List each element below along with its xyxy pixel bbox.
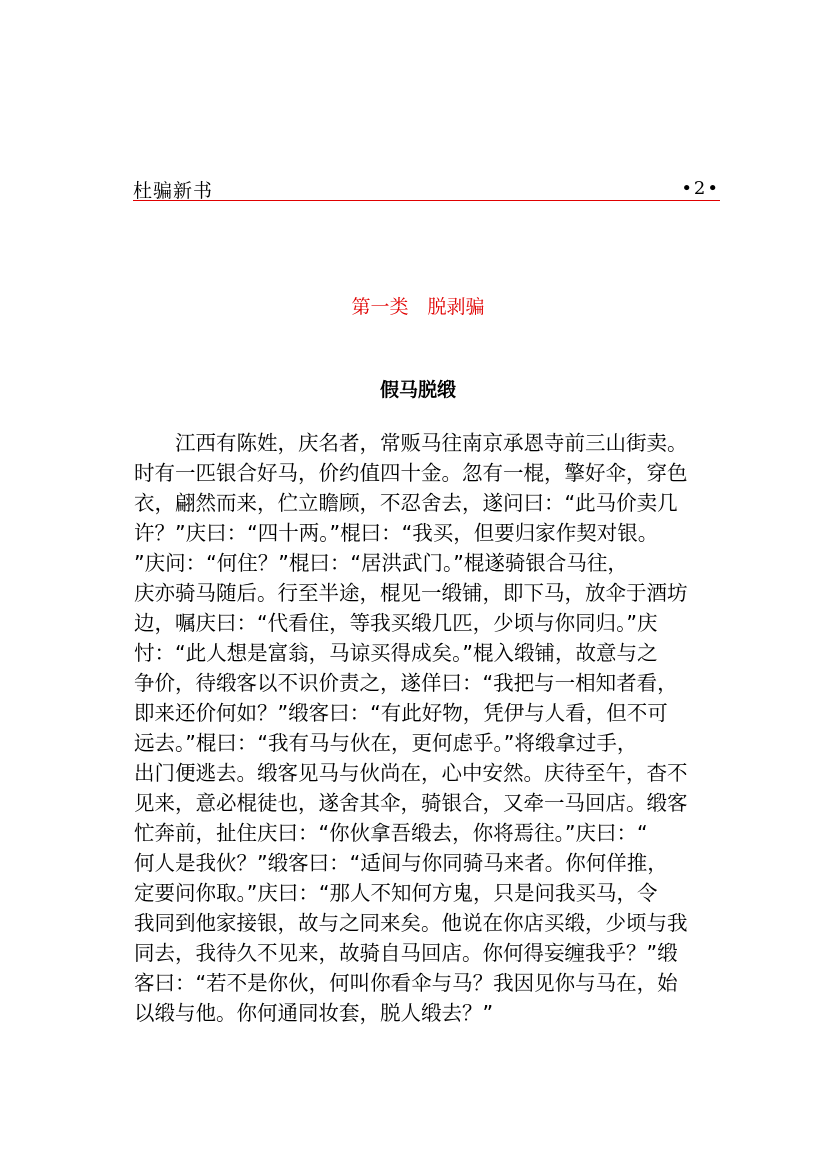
body-line: 江西有陈姓，庆名者，常贩马往南京承恩寺前三山街卖。 [175, 431, 688, 455]
body-line: ”庆问：“何住？”棍曰：“居洪武门。”棍遂骑银合马往， [134, 551, 628, 575]
body-line: 客曰：“若不是你伙，何叫你看伞与马？我因见你与马在，始 [134, 971, 678, 995]
body-line: 同去，我待久不见来，故骑自马回店。你何得妄缠我乎？”缎 [134, 941, 678, 965]
body-line: 我同到他家接银，故与之同来矣。他说在你店买缎，少顷与我 [134, 911, 688, 935]
body-line: 出门便逃去。缎客见马与伙尚在，心中安然。庆待至午，杳不 [134, 761, 688, 785]
body-line: 衣，翩然而来，伫立瞻顾，不忍舍去，遂问曰：“此马价卖几 [134, 491, 678, 515]
body-line: 以缎与他。你何通同妆套，脱人缎去？” [134, 1001, 494, 1025]
body-line: 争价，待缎客以不识价责之，遂佯曰：“我把与一相知者看， [134, 671, 678, 695]
body-line: 许？”庆曰：“四十两。”棍曰：“我买，但要归家作契对银。 [134, 521, 659, 545]
body-line: 忖：“此人想是富翁，马谅买得成矣。”棍入缎铺，故意与之 [134, 641, 658, 665]
body-text [134, 428, 718, 1028]
body-line: 远去。”棍曰：“我有马与伙在，更何虑乎。”将缎拿过手， [134, 731, 638, 755]
body-line: 见来，意必棍徒也，遂舍其伞，骑银合，又牵一马回店。缎客 [134, 791, 688, 815]
page-number: •2• [681, 178, 720, 199]
chapter-title: 第一类 脱剥骗 [351, 296, 485, 318]
running-header [133, 172, 720, 201]
body-line: 定要问你取。”庆曰：“那人不知何方鬼，只是问我买马，令 [134, 881, 658, 905]
body-line: 忙奔前，扯住庆曰：“你伙拿吾缎去，你将焉往。”庆曰：“ [134, 821, 648, 845]
body-line: 何人是我伙？”缎客曰：“适间与你同骑马来者。你何佯推， [134, 851, 668, 875]
body-line: 即来还价何如？”缎客曰：“有此好物，凭伊与人看，但不可 [134, 701, 668, 725]
section-title: 假马脱缎 [379, 379, 456, 401]
book-title: 杜骗新书 [133, 180, 214, 202]
body-line: 时有一匹银合好马，价约值四十金。忽有一棍，擎好伞，穿色 [134, 461, 688, 485]
body-line: 庆亦骑马随后。行至半途，棍见一缎铺，即下马，放伞于酒坊 [134, 581, 688, 605]
body-line: 边，嘱庆曰：“代看住，等我买缎几匹，少顷与你同归。”庆 [134, 611, 658, 635]
